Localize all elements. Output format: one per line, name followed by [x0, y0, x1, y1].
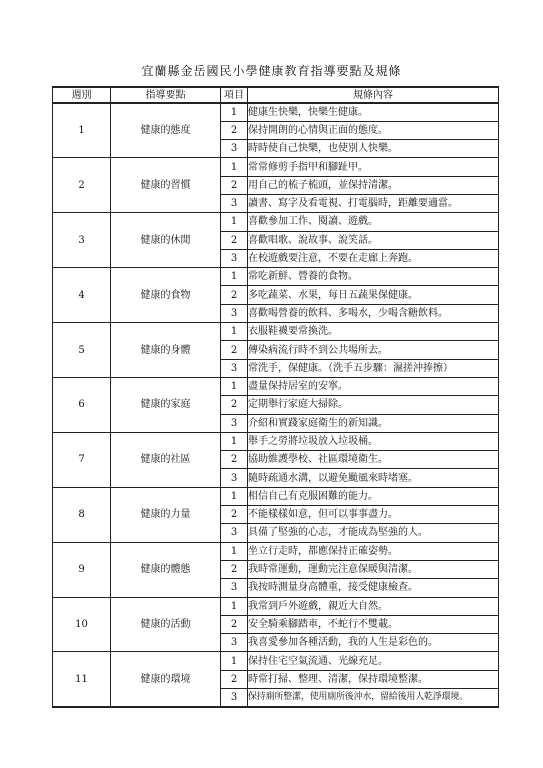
header-week: 週別	[53, 87, 111, 103]
rule-text: 衣服鞋襪要常換洗。	[248, 323, 499, 341]
item-number: 1	[221, 158, 248, 176]
page-title: 宜蘭縣金岳國民小學健康教育指導要點及規條	[141, 64, 402, 78]
item-number: 3	[221, 524, 248, 542]
item-number: 3	[221, 579, 248, 597]
rule-text: 我喜愛參加各種活動，我的人生是彩色的。	[248, 634, 499, 652]
header-item: 項目	[221, 87, 248, 103]
table-row	[53, 158, 499, 176]
rule-text: 我常到戶外遊戲，親近大自然。	[248, 597, 499, 615]
week-number: 9	[53, 542, 111, 597]
rule-text: 時常打掃、整理、清潔，保持環境整潔。	[248, 670, 499, 688]
rule-text: 常吃新鮮、營養的食物。	[248, 268, 499, 286]
rule-text: 保持廁所整潔，使用廁所後沖水，留給後用人乾淨環境。	[248, 689, 499, 707]
item-number: 1	[221, 487, 248, 505]
header-topic: 指導要點	[111, 87, 221, 103]
rule-text: 多吃蔬菜、水果，每日五蔬果保健康。	[248, 286, 499, 304]
rule-text: 傳染病流行時不到公共場所去。	[248, 341, 499, 359]
rule-text: 時時使自己快樂，也使別人快樂。	[248, 140, 499, 158]
table-row	[53, 487, 499, 505]
item-number: 3	[221, 634, 248, 652]
table-row	[53, 268, 499, 286]
rule-text: 喜歡唱歌、說故事、說笑話。	[248, 231, 499, 249]
item-number: 3	[221, 194, 248, 212]
week-number: 11	[53, 652, 111, 707]
item-number: 2	[221, 341, 248, 359]
week-number: 6	[53, 377, 111, 432]
item-number: 2	[221, 231, 248, 249]
item-number: 1	[221, 432, 248, 450]
rule-text: 介紹和實踐家庭衛生的新知識。	[248, 414, 499, 432]
item-number: 2	[221, 506, 248, 524]
table-row	[53, 542, 499, 560]
week-number: 1	[53, 103, 111, 158]
item-number: 3	[221, 414, 248, 432]
item-number: 1	[221, 103, 248, 121]
topic-cell: 健康的力量	[111, 487, 221, 542]
item-number: 3	[221, 249, 248, 267]
item-number: 2	[221, 670, 248, 688]
item-number: 2	[221, 451, 248, 469]
rule-text: 相信自己有克服困難的能力。	[248, 487, 499, 505]
rule-text: 協助維護學校、社區環境衛生。	[248, 451, 499, 469]
week-number: 4	[53, 268, 111, 323]
item-number: 1	[221, 268, 248, 286]
table-row	[53, 652, 499, 670]
item-number: 1	[221, 542, 248, 560]
week-number: 8	[53, 487, 111, 542]
week-number: 5	[53, 323, 111, 378]
rule-text: 在校遊戲要注意，不要在走廊上奔跑。	[248, 249, 499, 267]
rule-text: 常洗手，保健康。（洗手五步驟：濕搓沖捧擦）	[248, 359, 499, 377]
topic-cell: 健康的活動	[111, 597, 221, 652]
table-header	[53, 87, 499, 103]
item-number: 2	[221, 121, 248, 139]
item-number: 2	[221, 560, 248, 578]
topic-cell: 健康的社區	[111, 432, 221, 487]
table-row	[53, 432, 499, 450]
rule-text: 盡量保持居室的安寧。	[248, 377, 499, 395]
week-number: 10	[53, 597, 111, 652]
topic-cell: 健康的休閒	[111, 213, 221, 268]
table-row	[53, 377, 499, 395]
table-row	[53, 103, 499, 121]
item-number: 3	[221, 469, 248, 487]
rule-text: 喜歡喝營養的飲料、多喝水，少喝含糖飲料。	[248, 304, 499, 322]
rule-text: 定期舉行家庭大掃除。	[248, 396, 499, 414]
topic-cell: 健康的身體	[111, 323, 221, 378]
rule-text: 我按時測量身高體重，接受健康檢查。	[248, 579, 499, 597]
item-number: 2	[221, 396, 248, 414]
item-number: 1	[221, 323, 248, 341]
topic-cell: 健康的家庭	[111, 377, 221, 432]
table-row	[53, 597, 499, 615]
item-number: 1	[221, 597, 248, 615]
item-number: 2	[221, 286, 248, 304]
rule-text: 不能樣樣如意，但可以事事盡力。	[248, 506, 499, 524]
item-number: 1	[221, 377, 248, 395]
rule-text: 舉手之勞將垃圾放入垃圾桶。	[248, 432, 499, 450]
rule-text: 讀書、寫字及看電視、打電腦時，距離要適當。	[248, 194, 499, 212]
rule-text: 我時常運動，運動完注意保暖與清潔。	[248, 560, 499, 578]
table-body	[53, 103, 499, 707]
topic-cell: 健康的習慣	[111, 158, 221, 213]
item-number: 3	[221, 359, 248, 377]
health-norms-table	[52, 86, 499, 708]
item-number: 2	[221, 176, 248, 194]
rule-text: 隨時疏通水溝，以避免颱風來時堵塞。	[248, 469, 499, 487]
item-number: 1	[221, 213, 248, 231]
week-number: 7	[53, 432, 111, 487]
item-number: 3	[221, 304, 248, 322]
item-number: 2	[221, 615, 248, 633]
table-row	[53, 323, 499, 341]
rule-text: 用自己的梳子梳頭，並保持清潔。	[248, 176, 499, 194]
week-number: 3	[53, 213, 111, 268]
rule-text: 健康生快樂，快樂生健康。	[248, 103, 499, 121]
topic-cell: 健康的體態	[111, 542, 221, 597]
rule-text: 常常修剪手指甲和腳趾甲。	[248, 158, 499, 176]
topic-cell: 健康的環境	[111, 652, 221, 707]
rule-text: 保持開朗的心情與正面的態度。	[248, 121, 499, 139]
rule-text: 坐立行走時，都應保持正確姿勢。	[248, 542, 499, 560]
rule-text: 具備了堅強的心志，才能成為堅強的人。	[248, 524, 499, 542]
rule-text: 安全騎乘腳踏車，不蛇行不雙載。	[248, 615, 499, 633]
header-content: 規條內容	[248, 87, 499, 103]
item-number: 1	[221, 652, 248, 670]
topic-cell: 健康的態度	[111, 103, 221, 158]
rule-text: 保持住宅空氣流通、光線充足。	[248, 652, 499, 670]
item-number: 3	[221, 140, 248, 158]
week-number: 2	[53, 158, 111, 213]
rule-text: 喜歡參加工作、閱讀、遊戲。	[248, 213, 499, 231]
item-number: 3	[221, 689, 248, 707]
topic-cell: 健康的食物	[111, 268, 221, 323]
table-row	[53, 213, 499, 231]
